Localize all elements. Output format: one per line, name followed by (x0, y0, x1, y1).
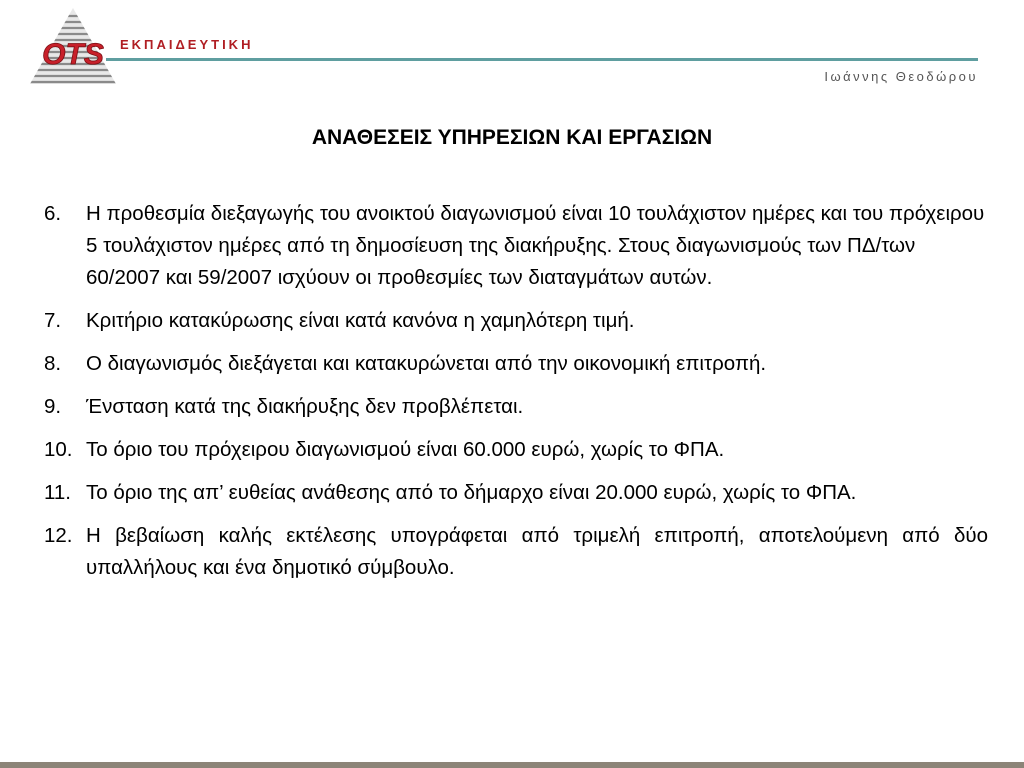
list-item-text: Ο διαγωνισμός διεξάγεται και κατακυρώνεται από την οικονομική επιτροπή. (86, 352, 767, 375)
list-item (44, 520, 988, 584)
list-item-number: 6. (44, 202, 62, 225)
brand-name: ΕΚΠΑΙΔΕΥΤΙΚΗ (120, 37, 254, 52)
author-name: Ιωάννης Θεοδώρου (824, 69, 978, 84)
footer-bar (0, 762, 1024, 768)
list-item-text: Το όριο του πρόχειρου διαγωνισμού είναι 60.000 ευρώ, χωρίς το ΦΠΑ. (86, 438, 725, 461)
header-divider (106, 58, 978, 61)
list-item-text: Κριτήριο κατακύρωσης είναι κατά κανόνα η χαμηλότερη τιμή. (86, 309, 635, 332)
list-item (44, 305, 988, 337)
list-item-number: 12. (44, 524, 73, 547)
list-item-number: 8. (44, 352, 62, 375)
list-item (44, 434, 988, 466)
ots-logo (28, 6, 118, 86)
list-item-text: Η βεβαίωση καλής εκτέλεσης υπογράφεται από τριμελή επιτροπή, αποτελούμενη από δύο υπαλλήλους και ένα δημοτικό σύμβουλο. (86, 524, 988, 579)
list-item (44, 198, 988, 294)
list-item-text: Ένσταση κατά της διακήρυξης δεν προβλέπεται. (86, 395, 524, 418)
list-item (44, 348, 988, 380)
list-item-text: Η προθεσμία διεξαγωγής του ανοικτού διαγωνισμού είναι 10 τουλάχιστον ημέρες και του πρόχειρου 5 τουλάχιστον ημέρες από τη δημοσίευση της διακήρυξης. Στους διαγωνισμούς των ΠΔ/των 60/2007 και 59/2007 ισχύουν οι προθεσμίες των διαταγμάτων αυτών. (86, 202, 985, 289)
list-item-number: 10. (44, 438, 73, 461)
logo-text: OTS (42, 38, 104, 71)
numbered-list (44, 198, 988, 595)
ots-logo-graphic (28, 6, 118, 86)
list-item (44, 391, 988, 423)
list-item-text: Το όριο της απ’ ευθείας ανάθεσης από το δήμαρχο είναι 20.000 ευρώ, χωρίς το ΦΠΑ. (86, 481, 857, 504)
slide-title: ΑΝΑΘΕΣΕΙΣ ΥΠΗΡΕΣΙΩΝ ΚΑΙ ΕΡΓΑΣΙΩΝ (311, 126, 713, 149)
list-item (44, 477, 988, 509)
list-item-number: 11. (44, 481, 71, 504)
list-item-number: 7. (44, 309, 62, 332)
list-item-number: 9. (44, 395, 62, 418)
